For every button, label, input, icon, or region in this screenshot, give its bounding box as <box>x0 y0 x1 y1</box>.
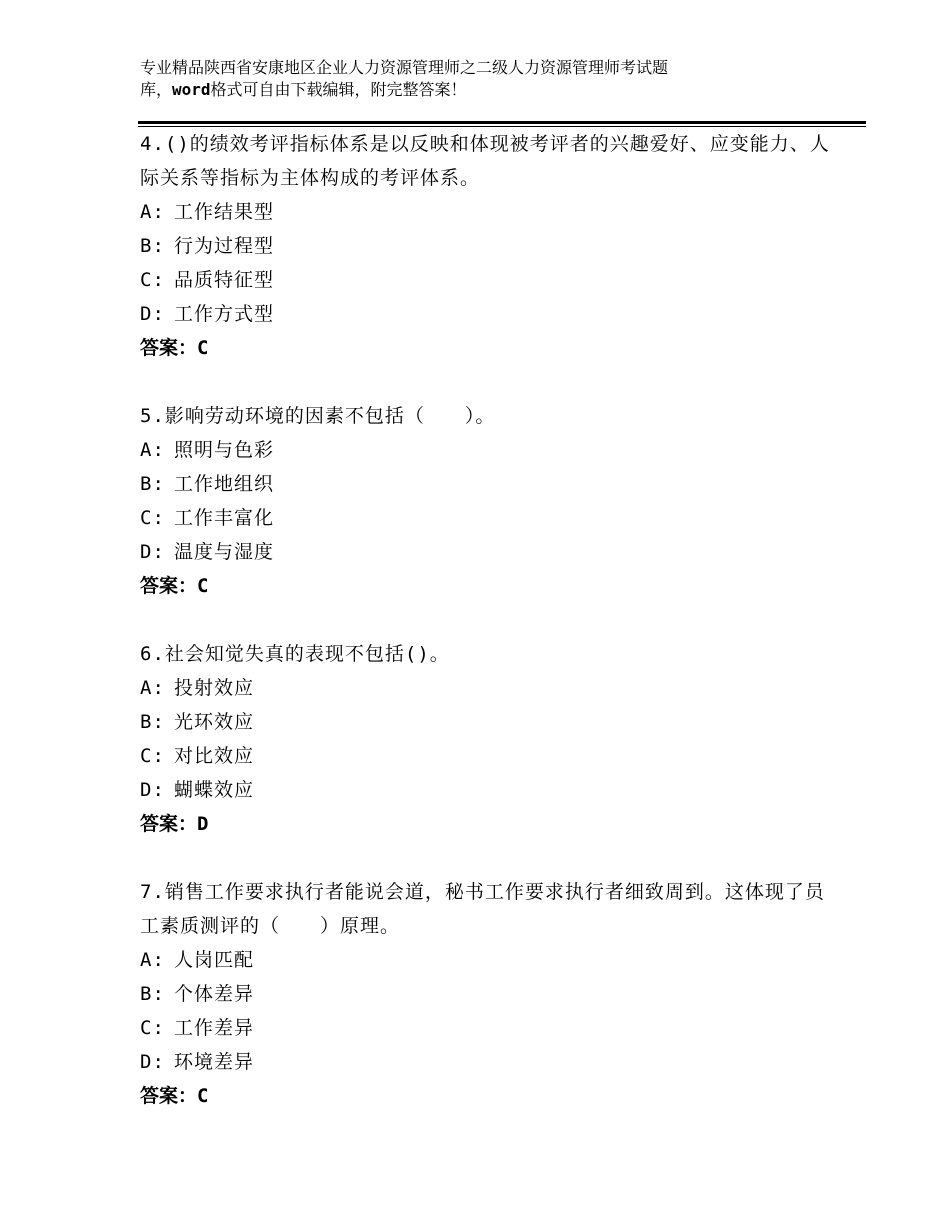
option-text: 个体差异 <box>174 983 255 1005</box>
answer-line <box>140 1079 840 1113</box>
option-letter: D: <box>140 1051 165 1073</box>
answer-label: 答案： <box>140 1085 198 1107</box>
option-c <box>140 739 840 773</box>
question-body: 影响劳动环境的因素不包括（ ）。 <box>164 405 496 427</box>
option-d <box>140 1045 840 1079</box>
option-b <box>140 705 840 739</box>
option-c <box>140 501 840 535</box>
question-4 <box>140 127 840 365</box>
question-list <box>140 127 840 1113</box>
option-letter: A: <box>140 677 165 699</box>
option-letter: B: <box>140 235 165 257</box>
option-a <box>140 943 840 977</box>
header-word-text: word <box>172 80 211 99</box>
answer-label: 答案： <box>140 337 198 359</box>
option-text: 对比效应 <box>174 745 255 767</box>
answer-line <box>140 807 840 841</box>
option-letter: C: <box>140 1017 165 1039</box>
header-line-2-post: 格式可自由下载编辑，附完整答案！ <box>210 80 467 99</box>
option-text: 环境差异 <box>174 1051 255 1073</box>
option-text: 品质特征型 <box>174 269 275 291</box>
question-body: 社会知觉失真的表现不包括()。 <box>164 643 450 665</box>
option-letter: D: <box>140 779 165 801</box>
document-header <box>140 57 780 101</box>
question-number: 4. <box>140 133 165 155</box>
option-text: 工作结果型 <box>174 201 275 223</box>
option-letter: C: <box>140 507 165 529</box>
answer-value: D <box>197 813 209 835</box>
header-line-1: 专业精品陕西省安康地区企业人力资源管理师之二级人力资源管理师考试题 <box>140 58 669 77</box>
answer-line <box>140 569 840 603</box>
question-number: 6. <box>140 643 165 665</box>
option-letter: B: <box>140 983 165 1005</box>
option-d <box>140 535 840 569</box>
option-letter: A: <box>140 439 165 461</box>
answer-value: C <box>197 575 209 597</box>
question-5 <box>140 399 840 603</box>
option-letter: B: <box>140 473 165 495</box>
answer-value: C <box>197 1085 209 1107</box>
option-text: 蝴蝶效应 <box>174 779 255 801</box>
option-text: 照明与色彩 <box>174 439 275 461</box>
question-body: 销售工作要求执行者能说会道，秘书工作要求执行者细致周到。这体现了员工素质测评的（ ）原理。 <box>140 881 825 937</box>
option-letter: D: <box>140 303 165 325</box>
option-letter: C: <box>140 269 165 291</box>
question-number: 5. <box>140 405 165 427</box>
question-6 <box>140 637 840 841</box>
question-text <box>140 127 840 195</box>
answer-label: 答案： <box>140 575 198 597</box>
option-text: 工作丰富化 <box>174 507 275 529</box>
option-a <box>140 671 840 705</box>
option-text: 温度与湿度 <box>174 541 275 563</box>
header-line-2-pre: 库， <box>140 80 173 99</box>
question-number: 7. <box>140 881 165 903</box>
option-text: 人岗匹配 <box>174 949 255 971</box>
option-text: 行为过程型 <box>174 235 275 257</box>
question-text <box>140 875 840 943</box>
option-letter: A: <box>140 201 165 223</box>
option-c <box>140 263 840 297</box>
option-letter: A: <box>140 949 165 971</box>
option-a <box>140 195 840 229</box>
option-text: 工作差异 <box>174 1017 255 1039</box>
question-text <box>140 637 840 671</box>
option-b <box>140 977 840 1011</box>
question-text <box>140 399 840 433</box>
question-gap <box>140 365 840 399</box>
option-text: 工作地组织 <box>174 473 275 495</box>
question-gap <box>140 603 840 637</box>
option-d <box>140 773 840 807</box>
option-d <box>140 297 840 331</box>
answer-label: 答案： <box>140 813 198 835</box>
option-text: 光环效应 <box>174 711 255 733</box>
answer-line <box>140 331 840 365</box>
option-a <box>140 433 840 467</box>
option-letter: C: <box>140 745 165 767</box>
option-b <box>140 467 840 501</box>
question-7 <box>140 875 840 1113</box>
option-b <box>140 229 840 263</box>
option-text: 工作方式型 <box>174 303 275 325</box>
question-body: ()的绩效考评指标体系是以反映和体现被考评者的兴趣爱好、应变能力、人际关系等指标为主体构成的考评体系。 <box>140 133 830 189</box>
header-line-2 <box>140 79 780 101</box>
option-letter: B: <box>140 711 165 733</box>
header-rule-thick <box>138 121 866 124</box>
option-letter: D: <box>140 541 165 563</box>
answer-value: C <box>197 337 209 359</box>
option-c <box>140 1011 840 1045</box>
option-text: 投射效应 <box>174 677 255 699</box>
question-gap <box>140 841 840 875</box>
